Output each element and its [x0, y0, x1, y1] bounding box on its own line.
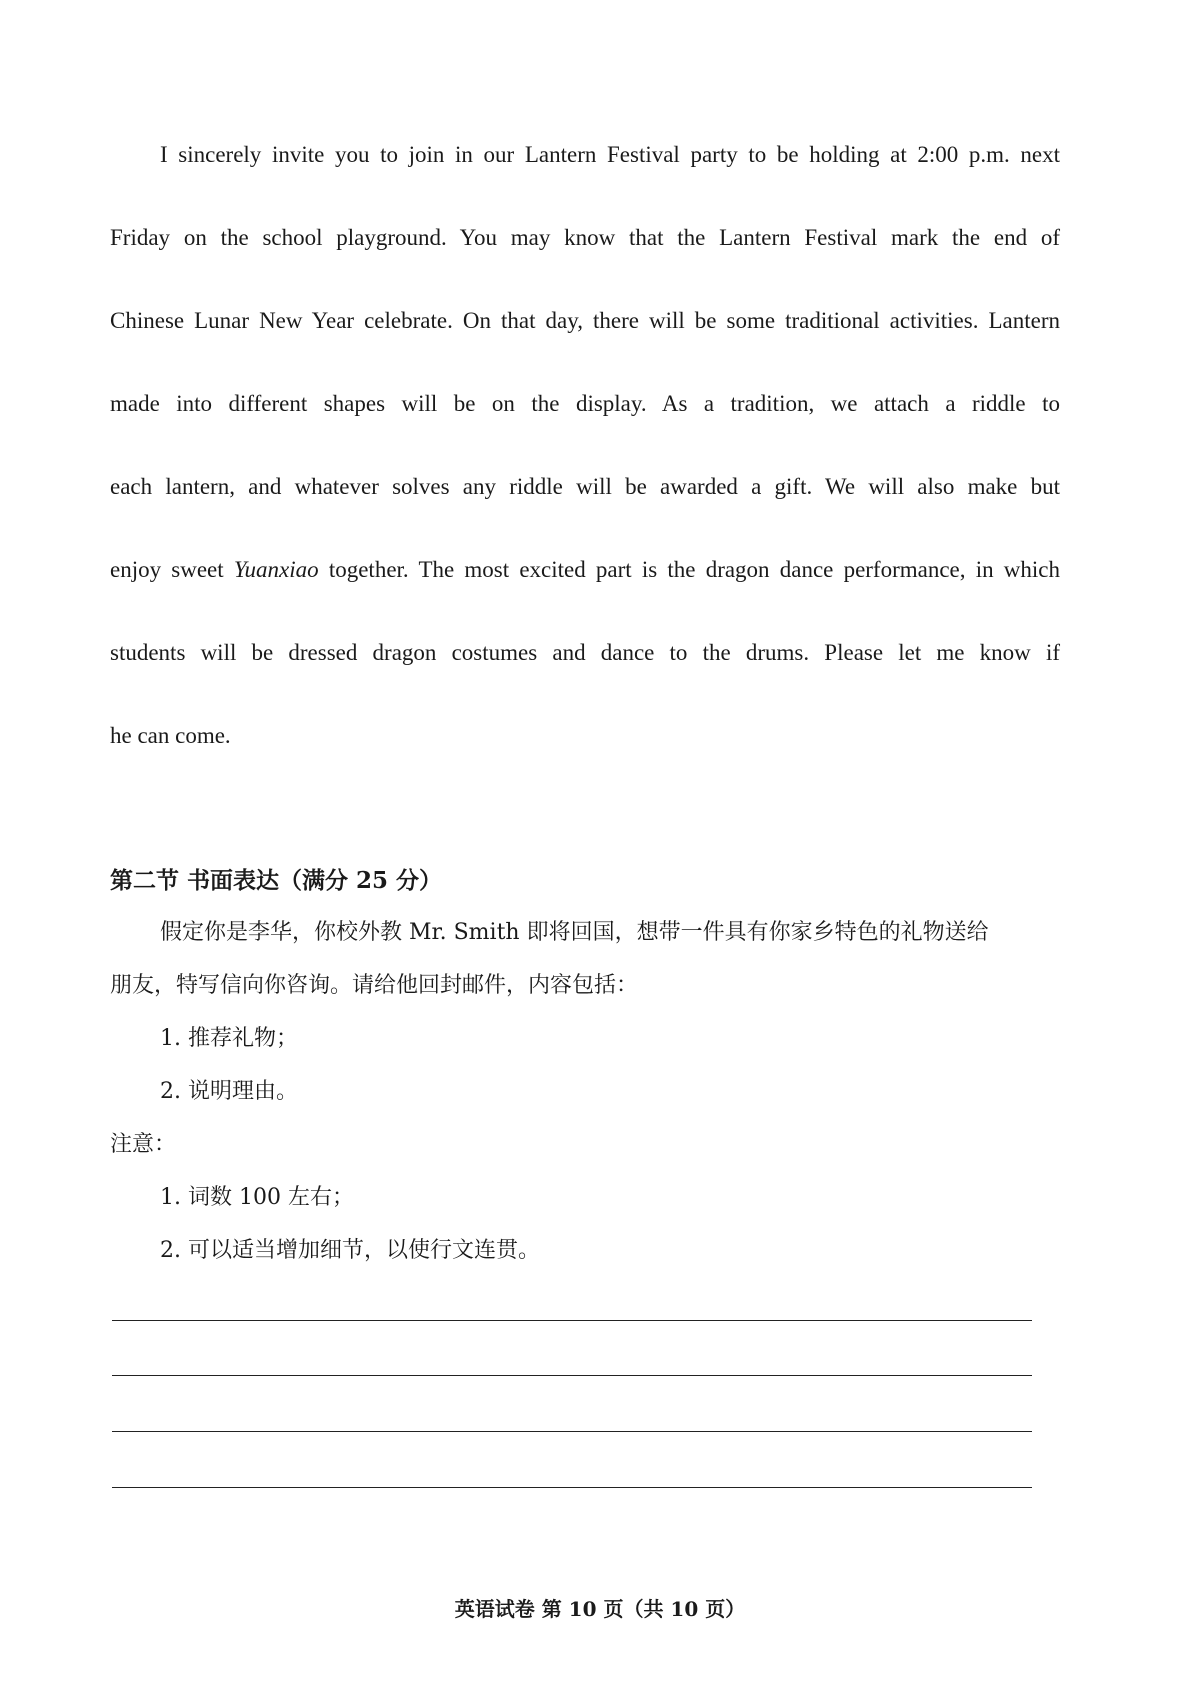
passage-line: students will be dressed dragon costumes and dance to the drums. Please let me know if: [110, 640, 1060, 665]
passage-line: made into different shapes will be on the display. As a tradition, we attach a riddle to: [110, 391, 1060, 416]
content-item: 2. 说明理由。: [160, 1079, 298, 1104]
passage-line: he can come.: [110, 723, 231, 748]
passage-line: [110, 555, 1060, 585]
note-item: 2. 可以适当增加细节，以使行文连贯。: [160, 1238, 540, 1263]
answer-line: [112, 1487, 1032, 1488]
passage-text: together. The most excited part is the dragon dance performance, in which: [318, 557, 1061, 582]
prompt-line: 假定你是李华，你校外教 Mr. Smith 即将回国，想带一件具有你家乡特色的礼物送给: [160, 920, 989, 945]
passage-italic-word: Yuanxiao: [233, 557, 319, 582]
passage-text: enjoy sweet: [110, 557, 234, 582]
answer-line: [112, 1431, 1032, 1432]
prompt-line: 朋友，特写信向你咨询。请给他回封邮件，内容包括：: [110, 973, 639, 998]
passage-line: Friday on the school playground. You may know that the Lantern Festival mark the end of: [110, 225, 1060, 250]
answer-line: [112, 1375, 1032, 1376]
section-title: 第二节 书面表达（满分 25 分）: [110, 867, 443, 894]
notes-label: 注意：: [110, 1132, 177, 1157]
note-item: 1. 词数 100 左右；: [160, 1185, 354, 1210]
answer-line: [112, 1320, 1032, 1321]
page-footer: 英语试卷 第 10 页（共 10 页）: [454, 1597, 746, 1621]
passage-line: Chinese Lunar New Year celebrate. On that day, there will be some traditional activities. Lantern: [110, 308, 1060, 333]
passage-line: I sincerely invite you to join in our Lantern Festival party to be holding at 2:00 p.m. next: [160, 142, 1060, 167]
passage-line: each lantern, and whatever solves any riddle will be awarded a gift. We will also make but: [110, 474, 1060, 499]
content-item: 1. 推荐礼物；: [160, 1026, 298, 1051]
